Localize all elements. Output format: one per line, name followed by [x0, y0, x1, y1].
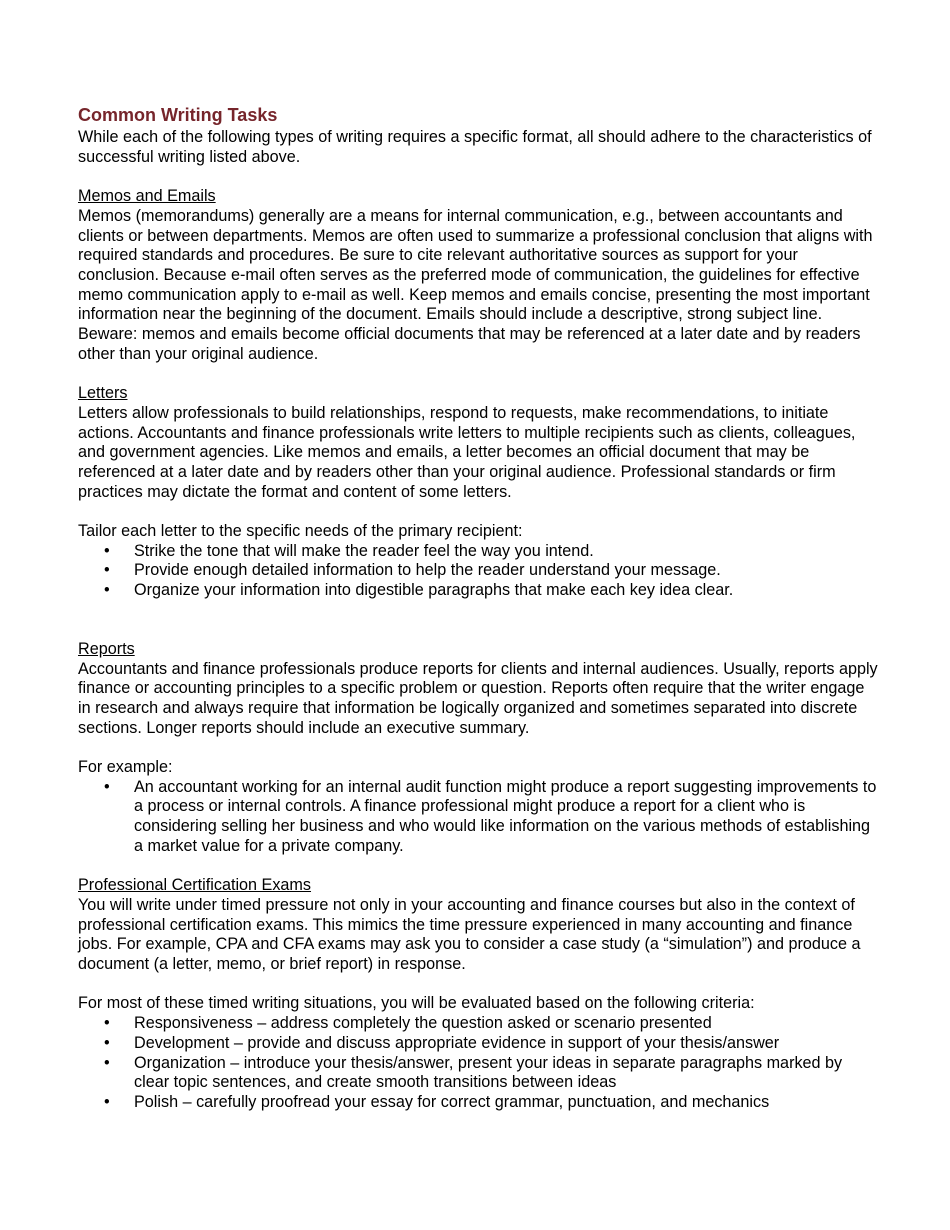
section-exams [78, 876, 878, 1112]
letters-tailor: Tailor each letter to the specific needs of the primary recipient: [78, 522, 523, 541]
list-item: • Responsiveness – address completely the question asked or scenario presented [104, 1014, 712, 1033]
section-reports [78, 640, 878, 857]
list-item: • Polish – carefully proofread your essay for correct grammar, punctuation, and mechanics [104, 1092, 770, 1111]
bullet-icon: • [104, 1033, 110, 1052]
list-item: • An accountant working for an internal audit function might produce a report suggesting improvements to a process or internal controls. A finance professional might produce a report for a client who is considering selling her business and who would like information on the various methods of establishing a market value for a private company. [104, 777, 877, 855]
section-letters [78, 384, 878, 601]
letters-bullet-list [78, 542, 878, 601]
list-item: • Provide enough detailed information to help the reader understand your message. [104, 561, 721, 580]
document-page [78, 104, 878, 1113]
bullet-icon: • [104, 1092, 110, 1111]
list-item: • Development – provide and discuss appropriate evidence in support of your thesis/answer [104, 1033, 780, 1052]
memos-body: Memos (memorandums) generally are a means for internal communication, e.g., between accountants and clients or between departments. Memos are often used to summarize a professional conclusion that aligns with required standards and procedures. Be sure to cite relevant authoritative sources as support for your conclusion. Because e-mail often serves as the preferred mode of communication, the guidelines for effective memo communication apply to e-mail as well. Keep memos and emails concise, presenting the most important information near the beginning of the document. Emails should include a descriptive, strong subject line. Beware: memos and emails become official documents that may be referenced at a later date and by readers other than your original audience. [78, 206, 873, 363]
reports-bullet-list [78, 778, 878, 857]
section-memos [78, 187, 878, 364]
exams-heading: Professional Certification Exams [78, 876, 312, 895]
exams-body: You will write under timed pressure not only in your accounting and finance courses but also in the context of professional certification exams. This mimics the time pressure experienced in many accounting and finance jobs. For example, CPA and CFA exams may ask you to consider a case study (a “simulation”) and produce a document (a letter, memo, or brief report) in response. [78, 895, 861, 974]
reports-example-label: For example: [78, 758, 173, 777]
intro-paragraph: While each of the following types of writing requires a specific format, all should adhere to the characteristics of successful writing listed above. [78, 128, 872, 166]
page-title: Common Writing Tasks [78, 105, 278, 125]
letters-heading: Letters [78, 384, 128, 403]
letters-body: Letters allow professionals to build relationships, respond to requests, make recommendations, to initiate actions. Accountants and finance professionals write letters to multiple recipients such as clients, colleagues, and government agencies. Like memos and emails, a letter becomes an official document that may be referenced at a later date and by readers other than your original audience. Professional standards or firm practices may dictate the format and content of some letters. [78, 403, 856, 501]
memos-heading: Memos and Emails [78, 187, 216, 206]
bullet-icon: • [104, 1014, 110, 1033]
reports-heading: Reports [78, 639, 135, 658]
exams-bullet-list [78, 1014, 878, 1113]
reports-body: Accountants and finance professionals produce reports for clients and internal audiences. Usually, reports apply finance or accounting principles to a specific problem or question. Reports often require that the writer engage in research and always require that information be logically organized and sometimes separated into discrete sections. Longer reports should include an executive summary. [78, 659, 878, 737]
bullet-icon: • [104, 561, 110, 580]
bullet-icon: • [104, 581, 110, 600]
exams-criteria-intro: For most of these timed writing situations, you will be evaluated based on the following criteria: [78, 994, 755, 1013]
list-item: • Organization – introduce your thesis/answer, present your ideas in separate paragraphs marked by clear topic sentences, and create smooth transitions between ideas [104, 1053, 843, 1092]
list-item: • Strike the tone that will make the reader feel the way you intend. [104, 541, 594, 560]
bullet-icon: • [104, 541, 110, 560]
list-item: • Organize your information into digestible paragraphs that make each key idea clear. [104, 581, 734, 600]
bullet-icon: • [104, 777, 110, 796]
bullet-icon: • [104, 1053, 110, 1072]
